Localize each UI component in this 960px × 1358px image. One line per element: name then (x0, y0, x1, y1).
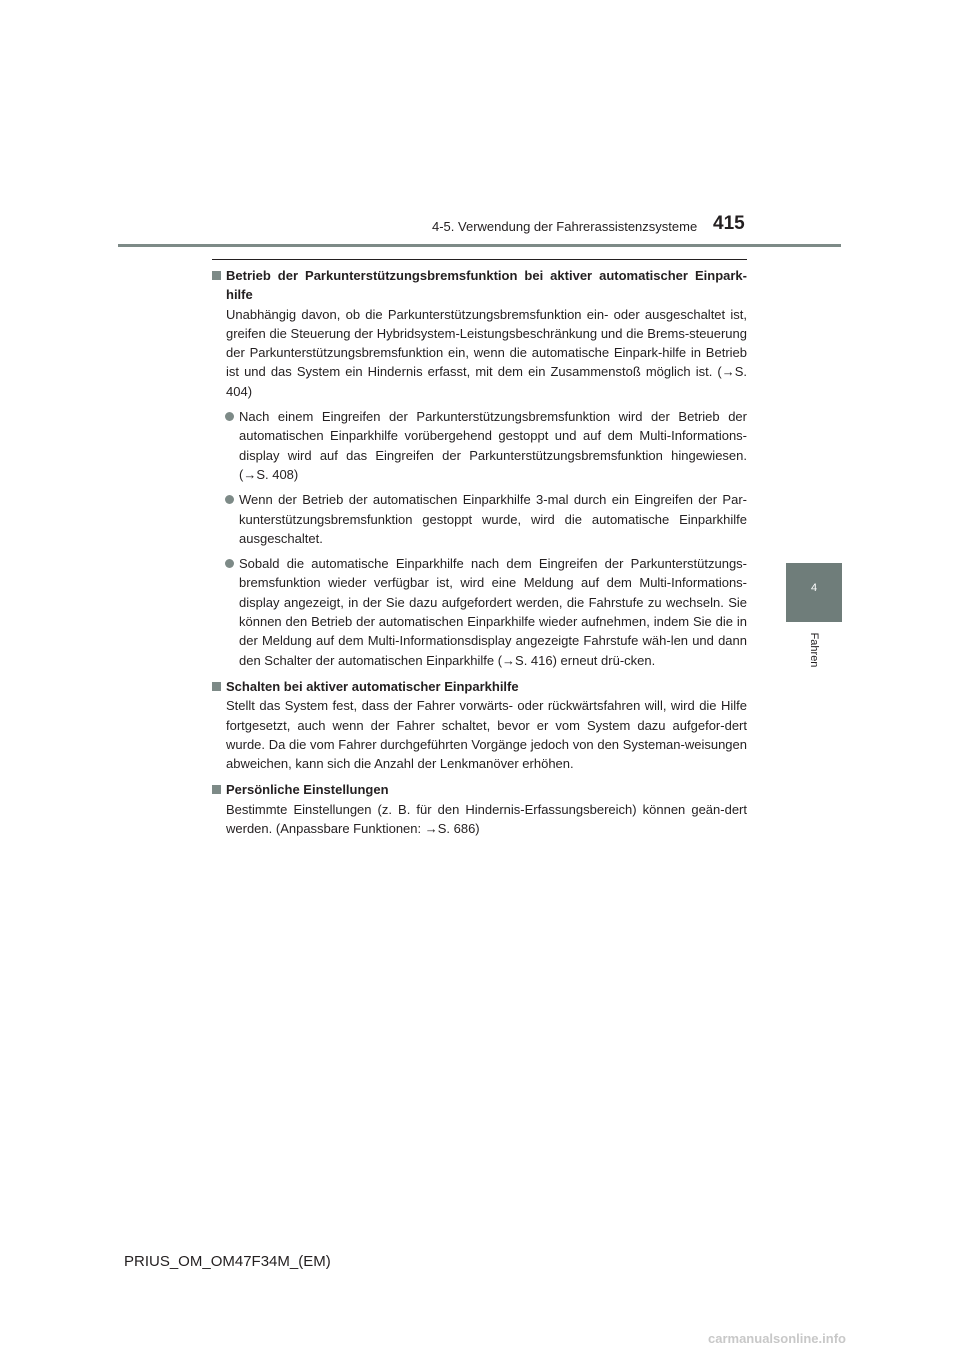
section-heading (212, 780, 747, 799)
page-content (212, 266, 747, 845)
footer-document-code: PRIUS_OM_OM47F34M_(EM) (124, 1253, 331, 1270)
square-bullet-icon (212, 785, 221, 794)
bullet-item (212, 407, 747, 484)
section-heading (212, 266, 747, 305)
section-shifting (212, 677, 747, 773)
chapter-tab[interactable] (786, 563, 842, 622)
content-top-rule (212, 259, 747, 260)
section-body: Unabhängig davon, ob die Parkunterstützungsbremsfunktion ein- oder ausgeschaltet ist, greifen die Steuerung der Hybridsystem-Leistungsbeschränkung und die Brems-steuerung der Parkunterstützungsbremsfunktion ein, wenn die automatische Einpark-hilfe in Betrieb ist und das System ein Hindernis erfasst, mit dem ein Zusammenstoß möglich ist. (→S. 404) (226, 306, 747, 399)
section-parking-brake (212, 266, 747, 670)
square-bullet-icon (212, 271, 221, 280)
chapter-label-text: Fahren (808, 632, 820, 668)
section-heading (212, 677, 747, 696)
chapter-tab-number: 4 (810, 582, 818, 594)
header-section-title: 4-5. Verwendung der Fahrerassistenzsysteme (432, 219, 698, 234)
section-personal-settings (212, 780, 747, 838)
section-body: Bestimmte Einstellungen (z. B. für den Hindernis-Erfassungsbereich) können geän-dert werden. (Anpassbare Funktionen: →S. 686) (226, 801, 747, 837)
round-bullet-icon (225, 559, 234, 568)
bullet-item (212, 490, 747, 548)
section-body: Stellt das System fest, dass der Fahrer vorwärts- oder rückwärtsfahren will, wird die Hilfe fortgesetzt, auch wenn der Fahrer schaltet, bevor er vom System dazu aufgefor-dert wurde. Da die vom Fahrer durchgeführten Vorgänge jedoch von den Systeman-weisungen abweichen, kann sich die Anzahl der Lenkmanöver erhöhen. (226, 698, 747, 772)
round-bullet-icon (225, 412, 234, 421)
bullet-item (212, 554, 747, 670)
section-heading-text: Schalten bei aktiver automatischer Einparkhilfe (226, 678, 519, 694)
section-heading-text: Betrieb der Parkunterstützungsbremsfunktion bei aktiver automatischer Einpark-hilfe (226, 268, 747, 303)
page-number: 415 (713, 213, 745, 234)
bullet-text: Sobald die automatische Einparkhilfe nach dem Eingreifen der Parkunterstützungs-bremsfunktion wieder verfügbar ist, wird eine Meldung auf dem Multi-Informations-display angezeigt, in der Sie dazu aufgefordert werden, die Fahrstufe zu wechseln. Sie können den Betrieb der automatischen Einparkhilfe wieder aufnehmen, indem Sie die in der Meldung auf dem Multi-Informationsdisplay angezeigte Fahrstufe wäh-len und dann den Schalter der automatischen Einparkhilfe (→S. 416) erneut drü-cken. (239, 556, 747, 668)
bullet-text: Nach einem Eingreifen der Parkunterstützungsbremsfunktion wird der Betrieb der automatischen Einparkhilfe vorübergehend gestoppt und auf dem Multi-Informations-display wird auf das Eingreifen der Parkunterstützungsbremsfunktion hingewiesen. (→S. 408) (239, 409, 747, 482)
chapter-side-label (782, 630, 846, 670)
round-bullet-icon (225, 495, 234, 504)
watermark[interactable]: carmanualsonline.info (708, 1331, 846, 1346)
bullet-text: Wenn der Betrieb der automatischen Einparkhilfe 3-mal durch ein Eingreifen der Par-kunterstützungsbremsfunktion gestoppt wurde, wird die automatische Einparkhilfe ausgeschaltet. (239, 492, 747, 546)
header-rule (118, 244, 841, 247)
section-heading-text: Persönliche Einstellungen (226, 782, 389, 798)
square-bullet-icon (212, 682, 221, 691)
